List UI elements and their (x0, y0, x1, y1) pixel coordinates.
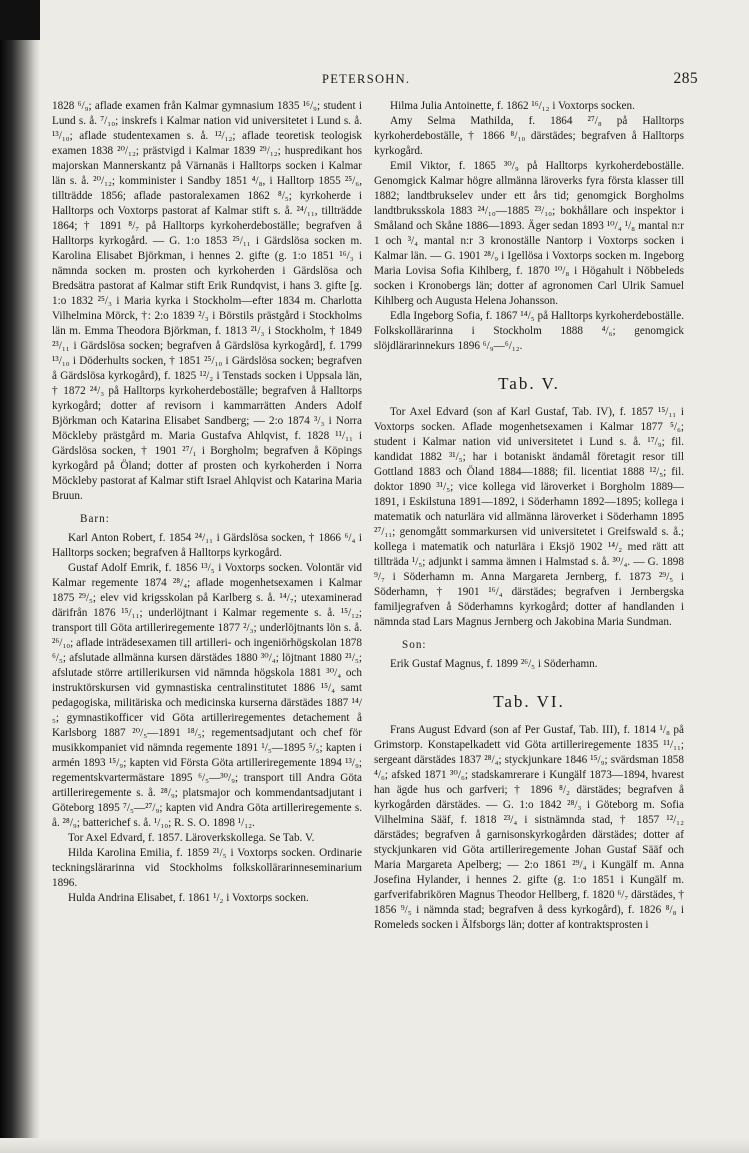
running-header (52, 66, 698, 92)
son-label: Son: (402, 639, 427, 651)
biography-entry-tor-axel-edvard: Tor Axel Edvard (son af Karl Gustaf, Tab. IV), f. 1857 ¹⁵/₁₁ i Voxtorps socken. Aflade mogenhetsexamen i Kalmar 1877 ⁵/₆; student i Kalmar nation vid universitetet i Lund s. å. ¹⁷/₉; fil. kandidat 1882 ³¹/₅; har i botaniskt ändamål företagit resor till Gottland 1883 och Öland 1884—1888; fil. licentiat 1888 ¹²/₅; fil. doktor 1890 ³¹/₅; vice kollega vid läroverket i Borgholm 1889—1891, i Eskilstuna 1891—1892, i Söderhamn 1892—1895; kollega i matematik och naturlära vid allmänna läroverket i Söderhamn 1895 ²⁷/₁₁; genomgått sommarkursen vid universitetet i Greifswald s. å.; kollega i matematik och naturlära i Eksjö 1902 ¹⁴/₂ med rätt att tillträda ¹/₅; adjunkt i samma ämnen i Halmstad s. å. ³⁰/₄. — G. 1898 ⁹/₇ i Söderhamn m. Anna Margareta Jernberg, f. 1873 ²⁹/₅ i Söderhamn, † 1901 ¹⁶/₄ därstädes; begrafven i Jernbergska familjegrafven å Söderhamns kyrkogård; dotter af handlanden i nämnda stad Lars Magnus Jernberg och Jakobina Maria Sundman. (374, 406, 684, 628)
child-entry: Edla Ingeborg Sofia, f. 1867 ¹⁴/₅ på Halltorps kyrkoherdeboställe. Folkskollärarinna i Stockholm 1888 ⁴/₆; genomgick slöjdlärarinnekurs 1896 ⁶/₉—⁶/₁₂. (374, 310, 684, 352)
page-number: 285 (673, 70, 698, 87)
children-label: Barn: (80, 513, 110, 525)
child-entry: Hilda Karolina Emilia, f. 1859 ²¹/₅ i Voxtorps socken. Ordinarie teckningslärarinna vid Stockholms folkskollärarinneseminarium 1896. (52, 847, 362, 889)
child-entry: Erik Gustaf Magnus, f. 1899 ²⁶/₅ i Söderhamn. (390, 658, 598, 670)
child-entry: Hulda Andrina Elisabet, f. 1861 ¹/₂ i Voxtorps socken. (68, 892, 309, 904)
biography-paragraph: 1828 ⁶/₉; aflade examen från Kalmar gymnasium 1835 ¹⁶/₉; student i Lund s. å. ⁷/₁₀; inskrefs i Kalmar nation vid universitetet i Lund s. å. ¹³/₁₀; aflade studentexamen s. å. ¹²/₁₂; aflade teoretisk teologisk examen 1838 ²⁰/₁₂; prästvigd i Kalmar 1839 ²⁹/₁₂; huspredikant hos majorskan Mannerskantz på Värnanäs i Halltorps socken i Kalmar län s. å. ²⁰/₁₂; komminister i Sandby 1851 ⁴/₈, i Halltorp 1855 ²⁵/₆, tillträdde 1856; aflade pastoralexamen 1862 ⁸/₅; kyrkoherde i Halltorps och Voxtorps pastorat af Kalmar stift s. å. ²⁴/₁₁, tillträdde 1864; † 1891 ⁸/₇ på Halltorps kyrkoherdeboställe; begrafven å Halltorps kyrkogård. — G. 1:o 1853 ²⁵/₁₁ i Gärdslösa socken m. Karolina Elisabet Björkman, i hennes 2. gifte (g. 1:o 1851 ¹⁶/₃ i nämnda socken m. prosten och kyrkoherden i Gärdslösa och Bredsätra pastorat af Kalmar stift Erik Rundqvist, i hans 3. gifte [g. 1:o 1832 ²⁵/₃ i Maria kyrka i Stockholm—efter 1834 m. Charlotta Vilhelmina Mörck, †: 2:o 1839 ²/₃ i Börstils prästgård i Stockholms län m. Emma Theodora Björkman, f. 1813 ²¹/₃ i Stockholm, † 1849 ²³/₁₁ i Gärdslösa socken; begrafven å Gärdslösa kyrkogård], f. 1799 ¹³/₁₀ i Döderhults socken, † 1851 ²⁵/₁₀ i Gärdslösa socken; begrafven å Gärdslösa kyrkogård), f. 1825 ¹²/₂ i Tenstads socken i Uppsala län, † 1872 ²⁴/₃ på Halltorps kyrkoherdeboställe; begrafven å Halltorps kyrkogård; dotter af revisorn i kammarrätten Anders Adolf Björkman och Katarina Elisabet Sandberg; — 2:o 1874 ³/₃ i Norra Möckleby prästgård m. Maria Gustafva Ahlqvist, f. 1828 ¹¹/₁₁ i Gärdslösa socken, † 1901 ²⁷/₁ i Borgholm; begrafven å Köpings kyrkogård på Öland; dotter af prosten och kyrkoherden i Norra Möckleby pastorat af Kalmar stift Israel Ahlqvist och Katarina Maria Bruun. (52, 100, 362, 502)
child-entry: Hilma Julia Antoinette, f. 1862 ¹⁶/₁₂ i Voxtorps socken. (390, 100, 635, 112)
child-entry: Emil Viktor, f. 1865 ³⁰/₉ på Halltorps kyrkoherdeboställe. Genomgick Kalmar högre allmänna läroverks fyra första klasser till 1882; landtbrukselev under ett års tid; genomgick Borgholms landtbruksskola 1883 ²⁴/₁₀—1885 ²³/₁₀; bokhållare och inspektor i Småland och Skåne 1886—1893. Äger sedan 1893 ¹⁰/₄ ¹/₈ mantal n:r 1 och ³/₄ mantal n:r 3 kronoställe Nantorp i Voxtorps socken i Kalmar län. — G. 1901 ²⁸/₉ i Igellösa i Voxtorps socken m. Ingeborg Maria Lovisa Sofia Kihlberg, f. 1870 ¹⁰/₈ i Högahult i Nöbbeleds socken i Kronobergs län; dotter af agronomen Carl Ulrik Samuel Kihlberg och Augusta Helena Johansson. (374, 160, 684, 307)
book-page (52, 66, 698, 931)
biography-entry-frans-august-edvard: Frans August Edvard (son af Per Gustaf, Tab. III), f. 1814 ¹/₈ på Grimstorp. Konstapelkadett vid Göta artilleriregemente 1835 ¹¹/₁₁; sergeant därstädes 1837 ²⁸/₄; styckjunkare 1846 ¹⁵/₉; svärdsman 1858 ⁴/₆; afsked 1871 ³⁰/₆; stadskamrerare i Kungälf 1873—1894, hvarest han ägde hus och garfveri; † 1896 ⁸/₂ därstädes; begrafven å kyrkogården därstädes. — G. 1:o 1842 ²⁸/₃ i Göteborg m. Sofia Vilhelmina Sääf, f. 1818 ²³/₄ i sistnämnda stad, † 1857 ¹²/₁₂ därstädes; begrafven å garnisonskyrkogården därstädes; dotter af styckjunkaren vid Göta artilleriregemente Johan Gustaf Sääf och Maria Margareta Apelberg; — 2:o 1861 ²⁹/₄ i Kungälf m. Anna Josefina Hylander, i hennes 2. gifte (g. 1:o 1851 i Kungälf m. garfverifabrikören Magnus Theodor Hellberg, f. 1820 ⁶/₇ därstädes, † 1856 ⁹/₅ i nämnda stad; begrafven å dess kyrkogård), f. 1826 ⁸/₈ i Romeleds socken i Älfsborgs län; dotter af kontraktsprosten i (374, 724, 684, 931)
child-entry: Gustaf Adolf Emrik, f. 1856 ¹³/₅ i Voxtorps socken. Volontär vid Kalmar regemente 1874 ²⁸/₄; aflade mogenhetsexamen i Kalmar 1875 ²⁹/₅; elev vid krigsskolan på Karlberg s. å. ¹⁴/₇; utexaminerad därifrån 1876 ¹⁵/₁₁; underlöjtnant i Kalmar regemente s. å. ¹⁵/₁₂; transport till Göta artilleriregemente 1877 ²/₃; underlöjtnants lön s. å. ²⁶/₁₀; aflade inträdesexamen till artilleri- och ingeniörhögskolan 1878 ⁶/₅; afslutade allmänna kursen därstädes 1880 ³⁰/₄; löjtnant 1880 ²¹/₅; afslutade större artillerikursen vid nämnda högskola 1881 ³⁰/₄ och instruktörskursen vid gymnastiska centralinstitutet 1886 ¹⁵/₄ samt pedagogiska, militäriska och medicinska kurserna därstädes 1887 ¹⁴/₅; gymnastikofficer vid Göta artilleriregementes detachement å Karlsborg 1887 ²⁰/₅—1891 ¹⁸/₅; regementsadjutant och chef för musikkompaniet vid nämnda regemente 1891 ¹/₅—1895 ⁵/₅; kapten i armén 1893 ¹⁵/₉; kapten vid Första Göta artilleriregemente 1894 ¹³/₉; regementskvartermästare 1895 ⁶/₅—³⁰/₉; transport till Andra Göta artilleriregemente s. å. ²⁸/₉; platsmajor och kommendantsadjutant i Göteborg 1895 ⁷/₅—²⁷/₉; kapten vid Andra Göta artilleriregemente s. å. ²⁸/₉; batterichef s. å. ¹/₁₀; R. S. O. 1898 ¹/₁₂. (52, 562, 362, 829)
page-bottom-edge (0, 1138, 749, 1153)
child-entry: Amy Selma Mathilda, f. 1864 ²⁷/₈ på Halltorps kyrkoherdeboställe, † 1866 ⁸/₁₀ därstädes; begrafven å Halltorps kyrkogård. (374, 115, 684, 157)
gutter-top-corner (0, 0, 40, 40)
table-heading-tab-v: Tab. V. (498, 374, 560, 393)
running-title: PETERSOHN. (322, 72, 411, 86)
child-entry: Tor Axel Edvard, f. 1857. Läroverkskollega. Se Tab. V. (68, 832, 315, 844)
book-gutter-shadow (0, 0, 40, 1153)
child-entry: Karl Anton Robert, f. 1854 ²⁴/₁₁ i Gärdslösa socken, † 1866 ⁶/₄ i Halltorps socken; begrafven å Halltorps kyrkogård. (52, 532, 362, 559)
table-heading-tab-vi: Tab. VI. (493, 692, 565, 711)
left-column (52, 99, 362, 906)
right-column (374, 99, 684, 933)
